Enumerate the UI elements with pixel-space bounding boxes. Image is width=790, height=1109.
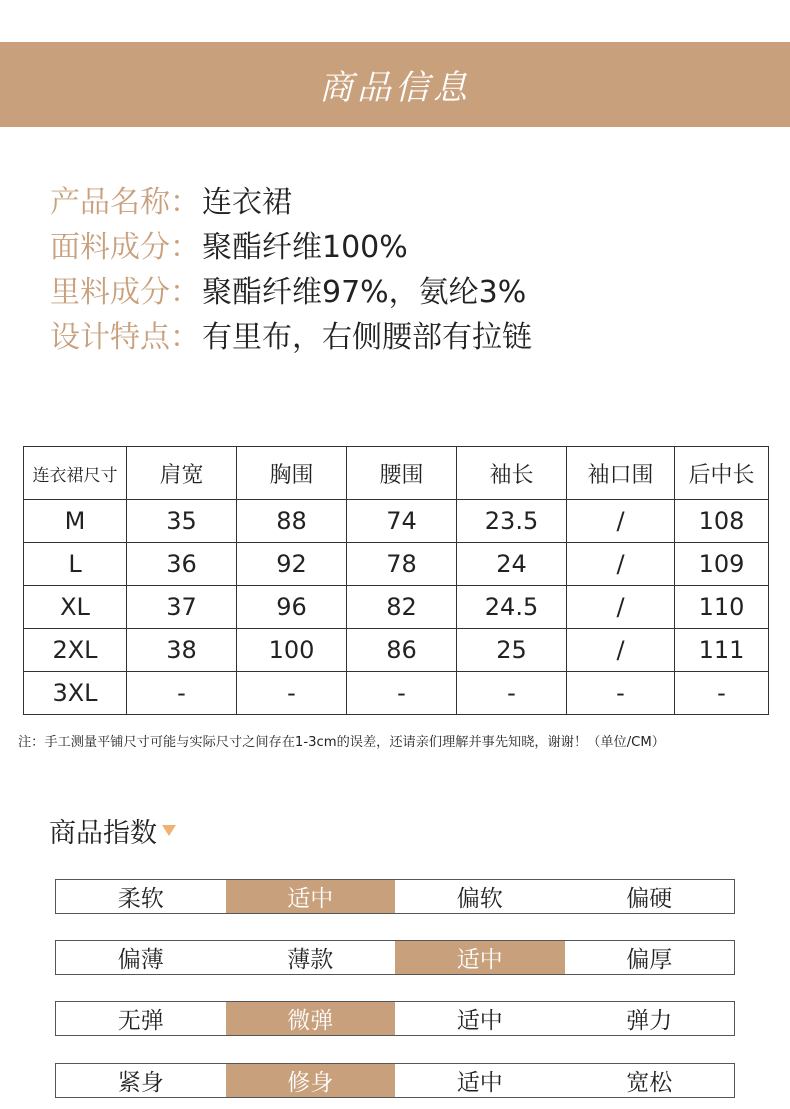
scale-option: 紧身: [117, 1070, 164, 1096]
scale-option: 偏薄: [117, 947, 164, 973]
size-table-header: [24, 447, 769, 500]
info-label: 里料成分：: [50, 274, 200, 310]
product-index-title: [49, 811, 176, 850]
section-banner: [0, 42, 790, 127]
table-row: [24, 500, 769, 543]
scale-option: 偏厚: [626, 947, 673, 973]
info-row-design: [50, 311, 532, 356]
info-value: 聚酯纤维97%，氨纶3%: [202, 274, 527, 310]
header-cell: 胸围: [237, 447, 347, 500]
table-cell: M: [24, 500, 127, 543]
product-info: [50, 176, 532, 356]
triangle-down-icon: [162, 825, 176, 836]
table-cell: -: [675, 672, 769, 715]
table-cell: 88: [237, 500, 347, 543]
table-cell: -: [347, 672, 457, 715]
table-cell: 25: [457, 629, 567, 672]
table-cell: /: [567, 586, 675, 629]
table-cell: 109: [675, 543, 769, 586]
info-row-lining: [50, 266, 532, 311]
table-cell: 92: [237, 543, 347, 586]
table-cell: 74: [347, 500, 457, 543]
elasticity-scale: [55, 1001, 735, 1036]
table-cell: -: [457, 672, 567, 715]
scale-option: 无弹: [117, 1008, 164, 1034]
fit-scale: [55, 1063, 735, 1098]
table-cell: /: [567, 543, 675, 586]
scale-option: 微弹: [226, 1002, 396, 1035]
table-cell: 35: [127, 500, 237, 543]
info-row-fabric: [50, 221, 532, 266]
table-cell: 100: [237, 629, 347, 672]
table-cell: 108: [675, 500, 769, 543]
table-cell: 2XL: [24, 629, 127, 672]
header-cell: 连衣裙尺寸: [24, 447, 127, 500]
table-cell: -: [567, 672, 675, 715]
info-value: 聚酯纤维100%: [202, 229, 408, 265]
scale-option: 偏软: [456, 886, 503, 912]
banner-title: 商品信息: [319, 68, 471, 108]
info-value: 连衣裙: [202, 184, 292, 220]
table-row: [24, 672, 769, 715]
table-cell: 96: [237, 586, 347, 629]
table-cell: -: [237, 672, 347, 715]
header-cell: 后中长: [675, 447, 769, 500]
header-cell: 肩宽: [127, 447, 237, 500]
table-cell: /: [567, 500, 675, 543]
thickness-scale: [55, 940, 735, 975]
size-table: [23, 446, 769, 715]
scale-option: 修身: [226, 1064, 396, 1097]
table-cell: /: [567, 629, 675, 672]
scale-option: 适中: [456, 1070, 503, 1096]
table-cell: 36: [127, 543, 237, 586]
info-row-name: [50, 176, 532, 221]
table-cell: 86: [347, 629, 457, 672]
info-label: 面料成分：: [50, 229, 200, 265]
scale-option: 宽松: [626, 1070, 673, 1096]
header-cell: 袖口围: [567, 447, 675, 500]
scale-option: 弹力: [626, 1008, 673, 1034]
table-cell: 111: [675, 629, 769, 672]
info-value: 有里布，右侧腰部有拉链: [202, 319, 532, 355]
scale-option: 适中: [456, 1008, 503, 1034]
scale-option: 偏硬: [626, 886, 673, 912]
table-cell: 24.5: [457, 586, 567, 629]
table-cell: 38: [127, 629, 237, 672]
table-row: [24, 543, 769, 586]
table-cell: 110: [675, 586, 769, 629]
table-cell: 24: [457, 543, 567, 586]
scale-option: 适中: [395, 941, 565, 974]
table-cell: L: [24, 543, 127, 586]
table-row: [24, 586, 769, 629]
table-cell: 3XL: [24, 672, 127, 715]
table-cell: 82: [347, 586, 457, 629]
table-cell: 78: [347, 543, 457, 586]
softness-scale: [55, 879, 735, 914]
table-cell: XL: [24, 586, 127, 629]
scale-option: 薄款: [287, 947, 334, 973]
measurement-note: 注：手工测量平铺尺寸可能与实际尺寸之间存在1-3cm的误差，还请亲们理解并事先知晓，谢谢！（单位/CM）: [18, 735, 665, 750]
product-index-title-text: 商品指数: [49, 818, 157, 849]
table-row: [24, 629, 769, 672]
header-cell: 腰围: [347, 447, 457, 500]
table-cell: -: [127, 672, 237, 715]
scale-option: 适中: [226, 880, 396, 913]
table-cell: 23.5: [457, 500, 567, 543]
info-label: 设计特点：: [50, 319, 200, 355]
scale-option: 柔软: [117, 886, 164, 912]
table-cell: 37: [127, 586, 237, 629]
header-cell: 袖长: [457, 447, 567, 500]
info-label: 产品名称：: [50, 184, 200, 220]
